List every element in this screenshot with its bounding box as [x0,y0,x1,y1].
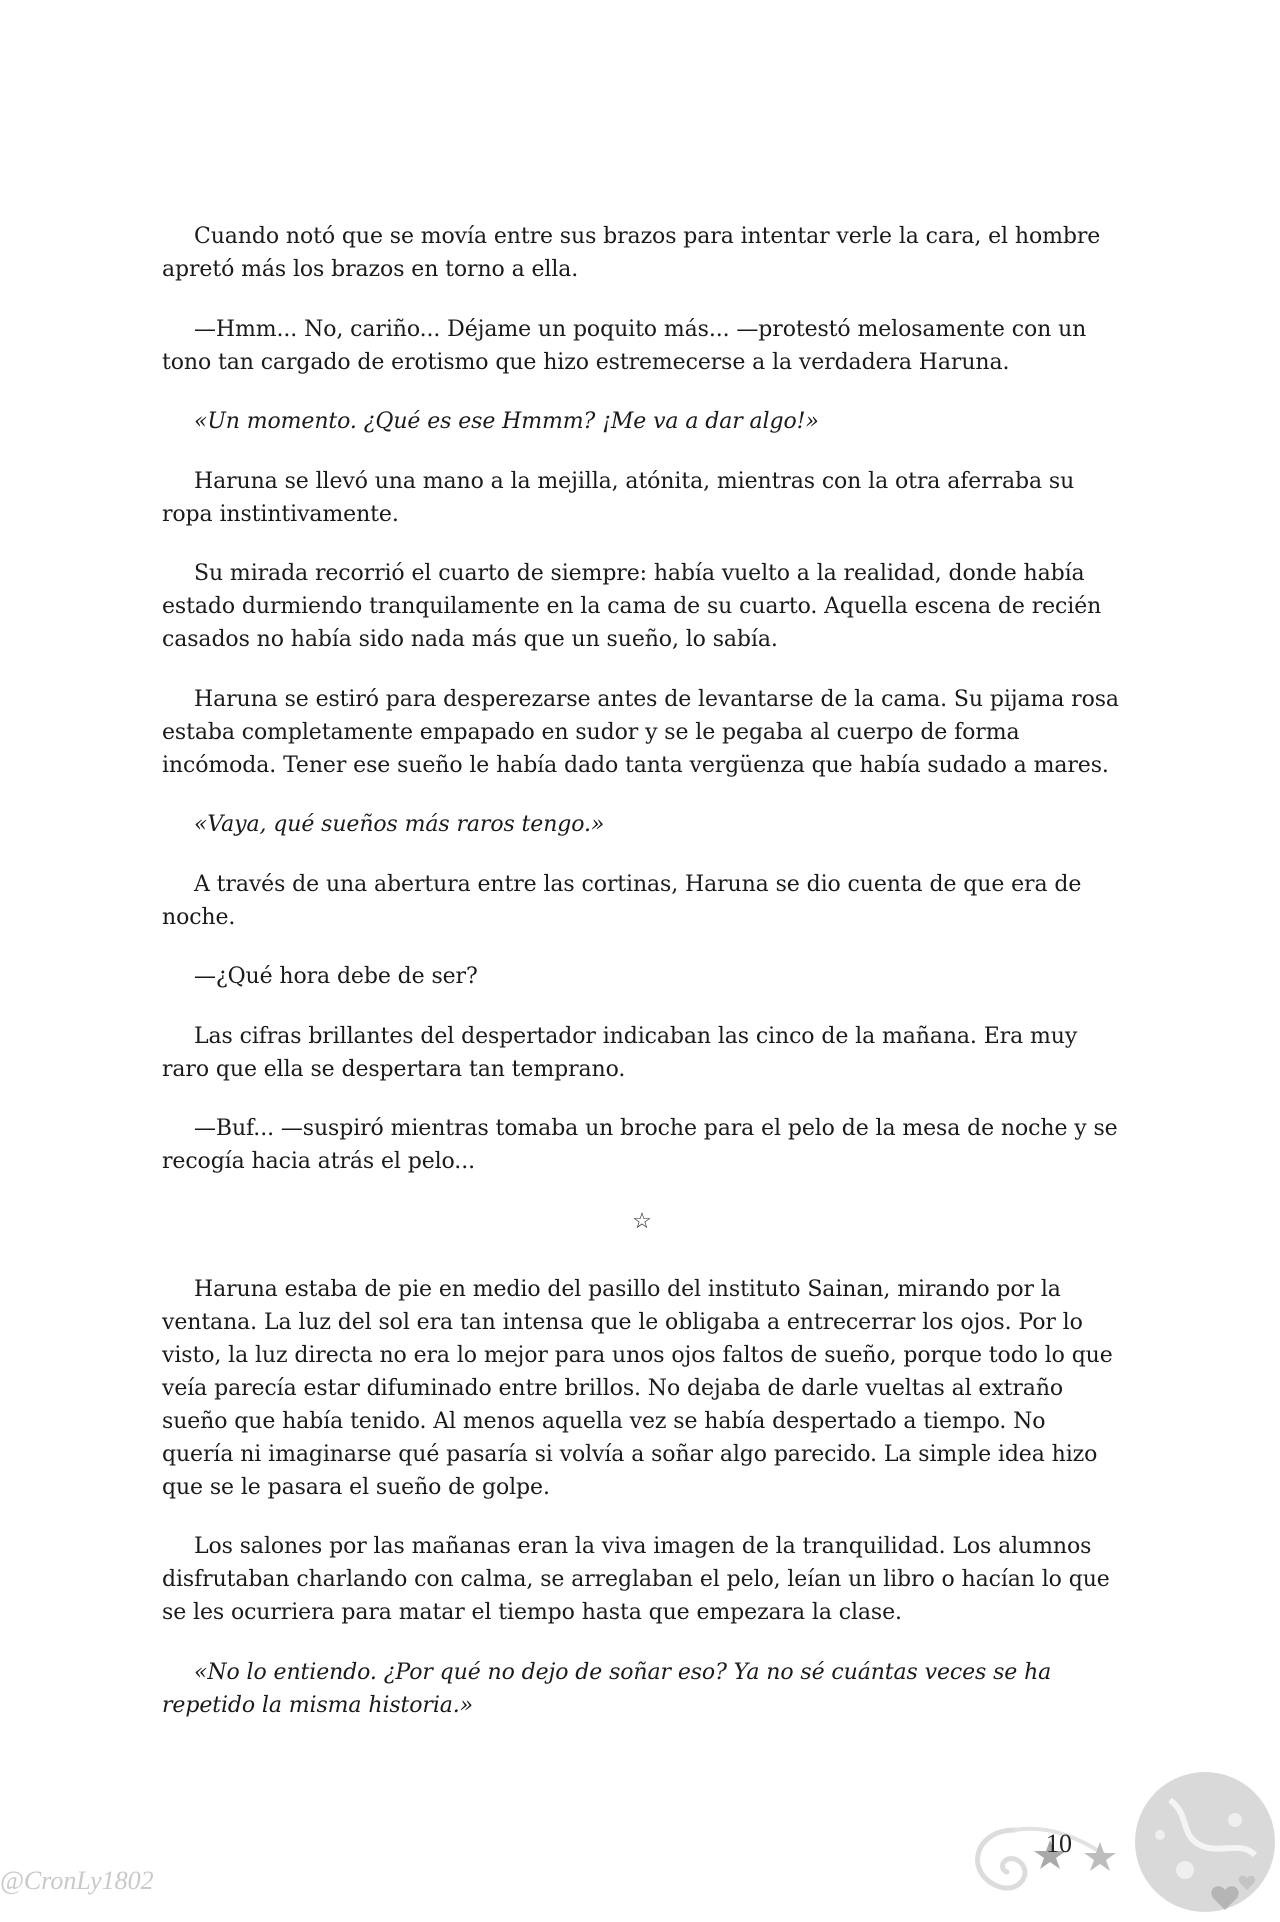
paragraph-thought: «No lo entiendo. ¿Por qué no dejo de soñar eso? Ya no sé cuántas veces se ha repetido la misma historia.» [162,1659,1052,1718]
paragraph: Haruna estaba de pie en medio del pasillo del instituto Sainan, mirando por la ventana. La luz del sol era tan intensa que le obligaba a entrecerrar los ojos. Por lo visto, la luz directa no era lo mejor para unos ojos faltos de sueño, porque todo lo que veía parecía estar difuminado entre brillos. No dejaba de darle vueltas al extraño sueño que había tenido. Al menos aquella vez se había despertado a tiempo. No quería ni imaginarse qué pasaría si volvía a soñar algo parecido. La simple idea hizo que se le pasara el sueño de golpe. [162,1276,1113,1500]
scene-break-star-icon: ☆ [632,1208,652,1234]
paragraph-thought: «Un momento. ¿Qué es ese Hmmm? ¡Me va a dar algo!» [194,409,819,434]
paragraph: —¿Qué hora debe de ser? [194,964,478,989]
paragraph-thought: «Vaya, qué sueños más raros tengo.» [194,812,605,837]
paragraph: Cuando notó que se movía entre sus brazos para intentar verle la cara, el hombre apretó más los brazos en torno a ella. [162,224,1101,282]
paragraph: Los salones por las mañanas eran la viva imagen de la tranquilidad. Los alumnos disfrutaban charlando con calma, se arreglaban el pelo, leían un libro o hacían lo que se les ocurriera para matar el tiempo hasta que empezara la clase. [162,1534,1110,1625]
swirl-decoration-icon [978,1830,1025,1888]
paragraph: Haruna se llevó una mano a la mejilla, atónita, mientras con la otra aferraba su ropa instintivamente. [162,468,1075,527]
moon-ornament-icon [955,1760,1275,1922]
paragraph: Las cifras brillantes del despertador indicaban las cinco de la mañana. Era muy raro que ella se despertara tan temprano. [162,1023,1078,1082]
paragraph: A través de una abertura entre las cortinas, Haruna se dio cuenta de que era de noche. [162,871,1082,930]
paragraph: —Buf... —suspiró mientras tomaba un broche para el pelo de la mesa de noche y se recogía hacia atrás el pelo... [162,1116,1118,1174]
watermark: @CronLy1802 [0,1866,154,1895]
paragraph: Su mirada recorrió el cuarto de siempre: había vuelto a la realidad, donde había estado durmiendo tranquilamente en la cama de su cuarto. Aquella escena de recién casados no había sido nada más que un sueño, lo sabía. [162,561,1102,652]
paragraph: Haruna se estiró para desperezarse antes de levantarse de la cama. Su pijama rosa estaba completamente empapado en sudor y se le pegaba al cuerpo de forma incómoda. Tener ese sueño le había dado tanta vergüenza que había sudado a mares. [162,686,1119,778]
moon-icon [1135,1772,1275,1912]
page-body [162,220,1122,1748]
page-number: 10 [1046,1829,1072,1858]
paragraph: —Hmm... No, cariño... Déjame un poquito más... —protestó melosamente con un tono tan cargado de erotismo que hizo estremecerse a la verdadera Haruna. [162,316,1087,375]
